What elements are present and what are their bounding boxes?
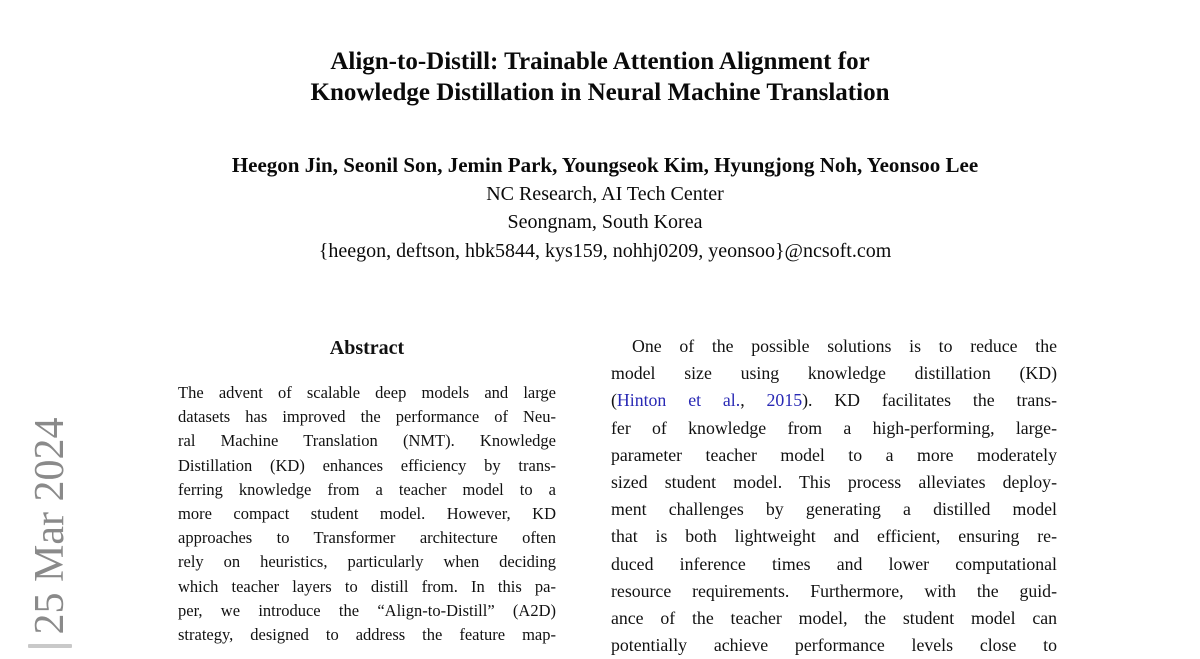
abstract-line: which teacher layers to distill from. In this pa- [178,576,556,596]
intro-line: fer of knowledge from a high-performing, large- [611,417,1057,438]
abstract-line: Distillation (KD) enhances efficiency by trans- [178,455,556,475]
arxiv-date-watermark: 25 Mar 2024 [27,417,73,635]
abstract-section [178,337,556,647]
author-location: Seongnam, South Korea [507,211,703,233]
intro-line: resource requirements. Furthermore, with the guid- [611,580,1057,601]
intro-line-clipped: potentially achieve performance levels close to [611,635,1057,656]
abstract-line: more compact student model. However, KD [178,504,556,524]
abstract-line: The advent of scalable deep models and large [178,383,556,402]
citation-link-year[interactable]: 2015 [766,390,803,411]
author-block [100,151,1110,265]
paper-title-line-1: Align-to-Distill: Trainable Attention Alignment for [330,48,870,75]
intro-line: model size using knowledge distillation (KD) [611,363,1057,384]
citation-rest: ). KD facilitates the trans- [802,390,1057,411]
abstract-line: ferring knowledge from a teacher model to a [178,479,556,499]
abstract-line: per, we introduce the “Align-to-Distill” (A2D) [178,600,556,620]
paper-title-line-2: Knowledge Distillation in Neural Machine Translation [310,79,890,106]
abstract-line: approaches to Transformer architecture often [178,528,556,548]
paper-title [100,46,1100,108]
watermark-partial-glyph [28,644,72,648]
intro-line: One of the possible solutions is to reduce the [632,336,1057,356]
abstract-line: ral Machine Translation (NMT). Knowledge [178,431,556,451]
author-names: Heegon Jin, Seonil Son, Jemin Park, Youngseok Kim, Hyungjong Noh, Yeonsoo Lee [231,153,979,177]
author-affiliation: NC Research, AI Tech Center [486,182,724,205]
intro-line: parameter teacher model to a more moderately [611,444,1057,465]
abstract-body [178,381,556,647]
intro-line: ance of the teacher model, the student model can [611,608,1057,629]
abstract-heading: Abstract [329,337,405,359]
citation-paren-open: ( [611,390,617,411]
author-email: {heegon, deftson, hbk5844, kys159, nohhj0209, yeonsoo}@ncsoft.com [318,239,892,262]
abstract-line: strategy, designed to address the feature map- [178,625,556,645]
intro-line-citation [611,387,1057,414]
abstract-line: datasets has improved the performance of Neu- [178,407,556,427]
introduction-column [611,333,1057,659]
intro-line: duced inference times and lower computational [611,553,1057,574]
intro-line: sized student model. This process alleviates deploy- [611,472,1057,493]
intro-line: that is both lightweight and efficient, ensuring re- [611,526,1057,547]
abstract-line: rely on heuristics, particularly when deciding [178,552,556,572]
citation-separator: , [740,390,767,411]
intro-line: ment challenges by generating a distilled model [611,499,1057,520]
citation-link-authors[interactable]: Hinton et al. [616,390,741,411]
